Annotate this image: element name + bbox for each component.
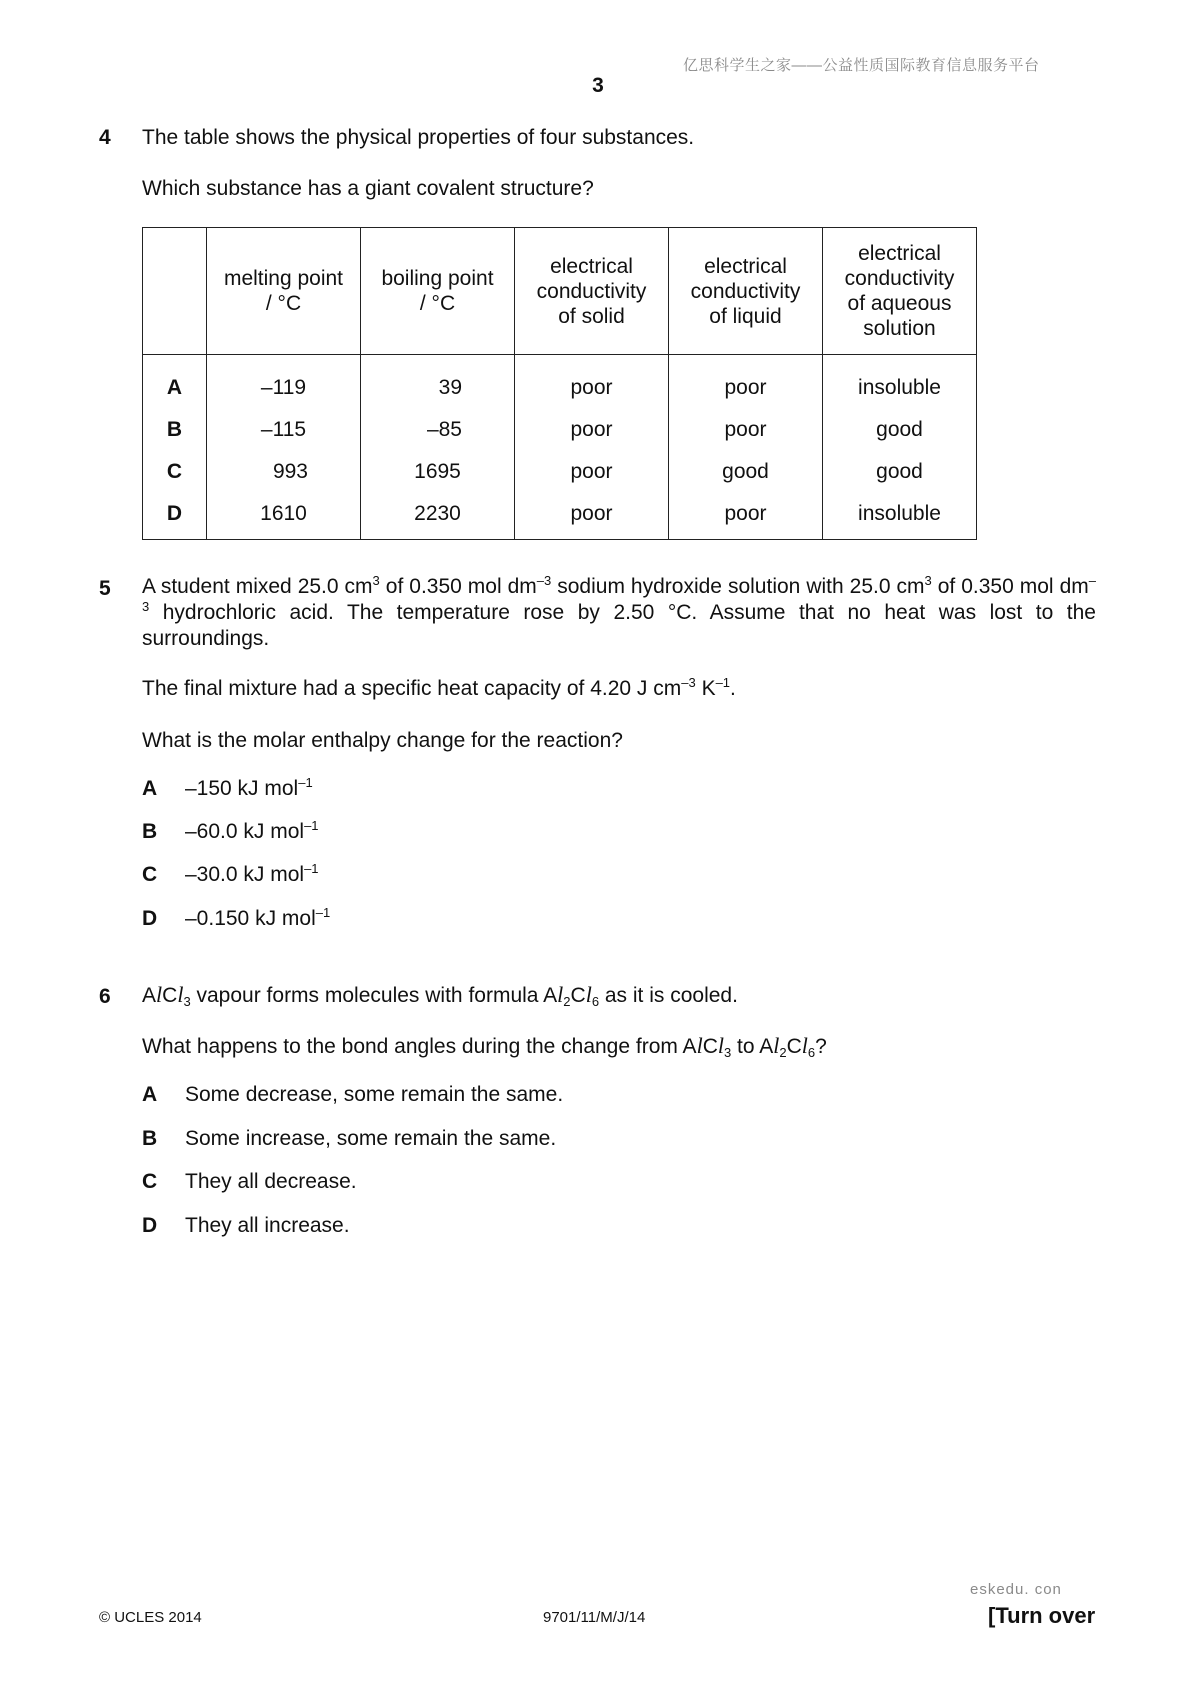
q6-option-b[interactable]: B Some increase, some remain the same. bbox=[142, 1127, 557, 1150]
liquid-conductivity-cell: poor bbox=[669, 493, 823, 540]
liquid-conductivity-cell: poor bbox=[669, 409, 823, 451]
aqueous-conductivity-cell: good bbox=[823, 409, 977, 451]
option-letter: C bbox=[142, 863, 158, 886]
option-letter: D bbox=[142, 907, 158, 930]
aqueous-conductivity-cell: insoluble bbox=[823, 355, 977, 410]
liquid-conductivity-cell: good bbox=[669, 451, 823, 493]
option-letter: C bbox=[142, 1170, 158, 1193]
table-row bbox=[143, 493, 977, 540]
melting-point-cell: 993 bbox=[207, 451, 361, 493]
header-line: of solid bbox=[558, 304, 625, 328]
q5-option-c[interactable]: C –30.0 kJ mol$^{-1}$ bbox=[142, 861, 319, 886]
solid-conductivity-cell: poor bbox=[515, 493, 669, 540]
header-line: of liquid bbox=[709, 304, 782, 328]
question-6-number: 6 bbox=[99, 985, 111, 1008]
boiling-point-cell: 1695 bbox=[361, 451, 515, 493]
question-6-statement: AlCl$_3$ vapour forms molecules with formula $Al_2Cl_6$ as it is cooled. bbox=[142, 982, 738, 1009]
properties-table bbox=[142, 227, 977, 540]
header-cell-boiling-point bbox=[361, 228, 515, 355]
header-line: electrical bbox=[704, 254, 787, 278]
question-4-intro: The table shows the physical properties of four substances. bbox=[142, 126, 695, 149]
header-line: boiling point bbox=[381, 267, 494, 290]
header-line: electrical bbox=[858, 242, 941, 265]
question-5-paragraph-2: The final mixture had a specific heat capacity of 4.20 J $cm^{-3}$ $K^{-1}$. bbox=[142, 675, 736, 700]
table-row bbox=[143, 355, 977, 410]
q6-option-d[interactable]: D They all increase. bbox=[142, 1214, 350, 1237]
header-line: solution bbox=[863, 317, 936, 340]
question-5-number: 5 bbox=[99, 577, 111, 600]
header-cell-conductivity-solid bbox=[515, 228, 669, 355]
boiling-point-cell: –85 bbox=[361, 409, 515, 451]
question-4-number: 4 bbox=[99, 126, 111, 149]
option-letter: B bbox=[142, 820, 158, 843]
option-letter: B bbox=[142, 1127, 158, 1150]
q5-option-d[interactable]: D –0.150 kJ mol$^{-1}$ bbox=[142, 905, 331, 930]
boiling-point-cell: 39 bbox=[361, 355, 515, 410]
turn-over-label: [Turn over bbox=[988, 1603, 1096, 1628]
option-letter: D bbox=[142, 1214, 158, 1237]
aqueous-conductivity-cell: insoluble bbox=[823, 493, 977, 540]
solid-conductivity-cell: poor bbox=[515, 451, 669, 493]
question-4-prompt: Which substance has a giant covalent structure? bbox=[142, 177, 594, 200]
header-line: conductivity bbox=[690, 279, 801, 303]
option-letter: A bbox=[142, 1083, 158, 1106]
table-header-row bbox=[143, 228, 977, 355]
header-line: conductivity bbox=[844, 267, 955, 290]
site-watermark: eskedu. con bbox=[970, 1581, 1062, 1598]
header-line: / °C bbox=[419, 292, 456, 315]
header-line: electrical bbox=[550, 254, 633, 278]
q6-option-a[interactable]: A Some decrease, some remain the same. bbox=[142, 1083, 564, 1106]
header-cell-melting-point bbox=[207, 228, 361, 355]
melting-point-cell: –115 bbox=[207, 409, 361, 451]
melting-point-cell: 1610 bbox=[207, 493, 361, 540]
solid-conductivity-cell: poor bbox=[515, 355, 669, 410]
watermark-text: 亿思科学生之家——公益性质国际教育信息服务平台 bbox=[683, 57, 1040, 74]
aqueous-conductivity-cell: good bbox=[823, 451, 977, 493]
option-letter: A bbox=[142, 777, 158, 800]
copyright-text: © UCLES 2014 bbox=[99, 1609, 202, 1626]
header-line: melting point bbox=[223, 267, 344, 290]
header-line: of aqueous bbox=[847, 292, 952, 315]
melting-point-cell: –119 bbox=[207, 355, 361, 410]
q6-option-c[interactable]: C They all decrease. bbox=[142, 1170, 357, 1193]
row-label: B bbox=[143, 409, 207, 451]
table-row bbox=[143, 409, 977, 451]
header-line: / °C bbox=[265, 292, 302, 315]
boiling-point-cell: 2230 bbox=[361, 493, 515, 540]
page-number: 3 bbox=[592, 74, 604, 97]
header-cell-conductivity-aqueous bbox=[823, 228, 977, 355]
header-line: conductivity bbox=[536, 279, 647, 303]
header-cell-conductivity-liquid bbox=[669, 228, 823, 355]
table-row bbox=[143, 451, 977, 493]
header-cell-label bbox=[143, 228, 207, 355]
question-5-prompt: What is the molar enthalpy change for the reaction? bbox=[142, 729, 623, 752]
question-5-paragraph-1: A student mixed 25.0 $cm^3$ of 0.350 mol $dm^{-3}$ sodium hydroxide solution with 25.0 $cm^3$ of 0.350 mol $dm^{-3}$ hydrochloric acid. The temperature rose by 2.50 °C. Assume that no heat was lost to the surroundings. bbox=[142, 573, 1096, 650]
exam-code: 9701/11/M/J/14 bbox=[543, 1609, 646, 1626]
question-6-prompt: What happens to the bond angles during the change from AlCl$_3$ to $Al_2Cl_6$? bbox=[142, 1033, 827, 1060]
liquid-conductivity-cell: poor bbox=[669, 355, 823, 410]
q5-option-a[interactable]: A –150 kJ mol$^{-1}$ bbox=[142, 775, 313, 800]
q5-option-b[interactable]: B –60.0 kJ mol$^{-1}$ bbox=[142, 818, 319, 843]
row-label: D bbox=[143, 493, 207, 540]
solid-conductivity-cell: poor bbox=[515, 409, 669, 451]
row-label: C bbox=[143, 451, 207, 493]
row-label: A bbox=[143, 355, 207, 410]
